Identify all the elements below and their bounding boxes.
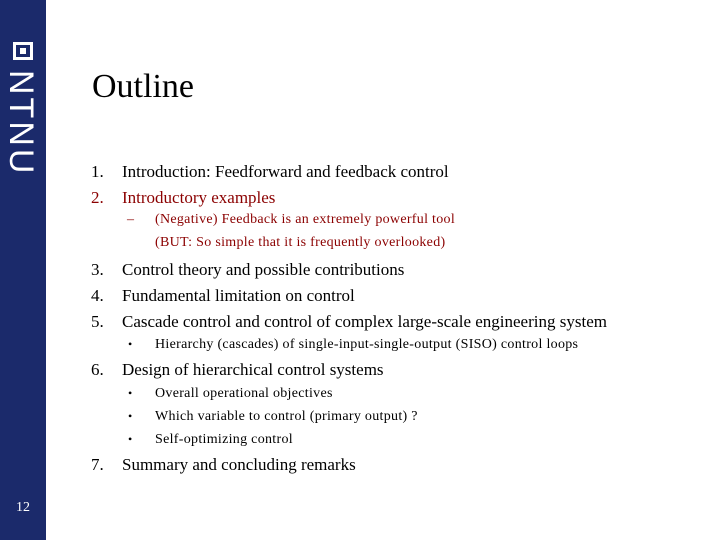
item-text: Fundamental limitation on control: [122, 286, 355, 305]
bullet-icon: •: [128, 409, 133, 423]
item-text: Control theory and possible contributions: [122, 260, 405, 279]
item-number: 2.: [91, 188, 104, 207]
item-number: 3.: [91, 260, 104, 279]
sub-item-text: Which variable to control (primary output) ?: [155, 409, 418, 424]
sub-item-text: (Negative) Feedback is an extremely powerful tool: [155, 212, 456, 227]
item-text: Introductory examples: [122, 188, 276, 207]
sidebar: [0, 0, 46, 540]
item-number: 6.: [91, 360, 104, 379]
sub-item-text: Hierarchy (cascades) of single-input-single-output (SISO) control loops: [155, 337, 579, 352]
bullet-icon: •: [128, 386, 133, 400]
item-number: 4.: [91, 286, 104, 305]
item-number: 7.: [91, 455, 104, 474]
ntnu-logo-mark-icon: [13, 42, 33, 60]
sub-item-text: Self-optimizing control: [155, 432, 293, 447]
item-number: 1.: [91, 162, 104, 181]
item-number: 5.: [91, 312, 104, 331]
sub-item-text: (BUT: So simple that it is frequently overlooked): [155, 235, 446, 250]
bullet-icon: •: [128, 337, 133, 351]
item-text: Cascade control and control of complex large-scale engineering system: [122, 312, 607, 331]
item-text: Summary and concluding remarks: [122, 455, 356, 474]
slide-title: Outline: [92, 68, 194, 105]
item-text: Introduction: Feedforward and feedback control: [122, 162, 449, 181]
sub-item-text: Overall operational objectives: [155, 386, 333, 401]
dash-marker: –: [127, 212, 135, 227]
bullet-icon: •: [128, 432, 133, 446]
ntnu-logo-text: NTNU: [2, 70, 40, 177]
item-text: Design of hierarchical control systems: [122, 360, 384, 379]
page-number: 12: [16, 500, 30, 515]
